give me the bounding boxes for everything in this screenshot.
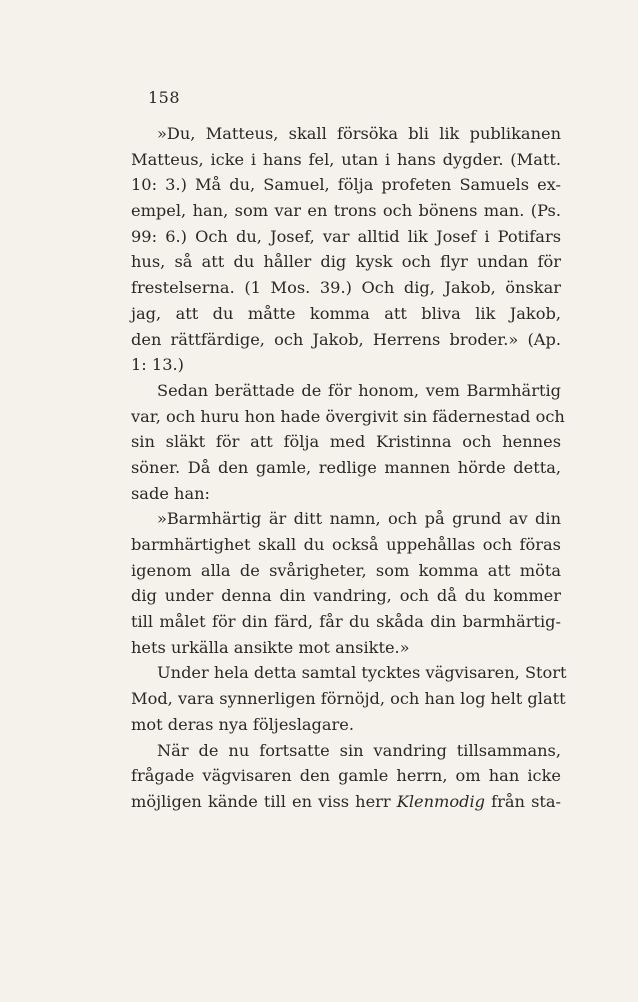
body-text (131, 121, 567, 815)
text-line: 99: 6.) Och du, Josef, var alltid lik Josef i Potifars (131, 226, 561, 246)
page-number: 158 (148, 88, 181, 107)
text-line: var, och huru hon hade övergivit sin fädernestad och (131, 406, 565, 426)
text-line: »Barmhärtig är ditt namn, och på grund av din (157, 509, 561, 529)
italic-name: Klenmodig (396, 791, 486, 811)
text-line: hus, så att du håller dig kysk och flyr undan för (131, 252, 561, 272)
text-line: frågade vägvisaren den gamle herrn, om han icke (131, 766, 561, 786)
text-line: sade han: (131, 483, 211, 503)
text-line: den rättfärdige, och Jakob, Herrens broder.» (Ap. (131, 329, 561, 349)
text-line: sin släkt för att följa med Kristinna och hennes (131, 432, 561, 452)
text-line: Sedan berättade de för honom, vem Barmhärtig (157, 380, 561, 400)
text-line: Matteus, icke i hans fel, utan i hans dygder. (Matt. (131, 149, 561, 169)
text-line: 10: 3.) Må du, Samuel, följa profeten Samuels ex- (131, 175, 561, 195)
text-line: empel, han, som var en trons och bönens man. (Ps. (131, 201, 561, 221)
text-line: När de nu fortsatte sin vandring tillsammans, (157, 740, 561, 760)
text-line: 1: 13.) (131, 355, 184, 375)
text-line: Under hela detta samtal tycktes vägvisaren, Stort (157, 663, 567, 683)
text-line: söner. Då den gamle, redlige mannen hörde detta, (131, 457, 561, 477)
text-line: frestelserna. (1 Mos. 39.) Och dig, Jakob, önskar (131, 278, 561, 298)
final-line-after: från sta- (485, 791, 561, 811)
text-line: hets urkälla ansikte mot ansikte.» (131, 637, 410, 657)
final-line-before: möjligen kände till en viss herr (131, 791, 397, 811)
text-line: »Du, Matteus, skall försöka bli lik publikanen (157, 124, 561, 143)
text-line: dig under denna din vandring, och då du kommer (131, 586, 561, 606)
text-line: mot deras nya följeslagare. (131, 714, 355, 734)
text-line: igenom alla de svårigheter, som komma att möta (131, 560, 561, 580)
text-line: Mod, vara synnerligen förnöjd, och han log helt glatt (131, 689, 566, 709)
text-line-final (131, 789, 561, 815)
text-line: till målet för din färd, får du skåda din barmhärtig- (131, 612, 561, 632)
text-line: barmhärtighet skall du också uppehållas och föras (131, 535, 561, 554)
text-line: jag, att du måtte komma att bliva lik Jakob, (131, 303, 561, 323)
